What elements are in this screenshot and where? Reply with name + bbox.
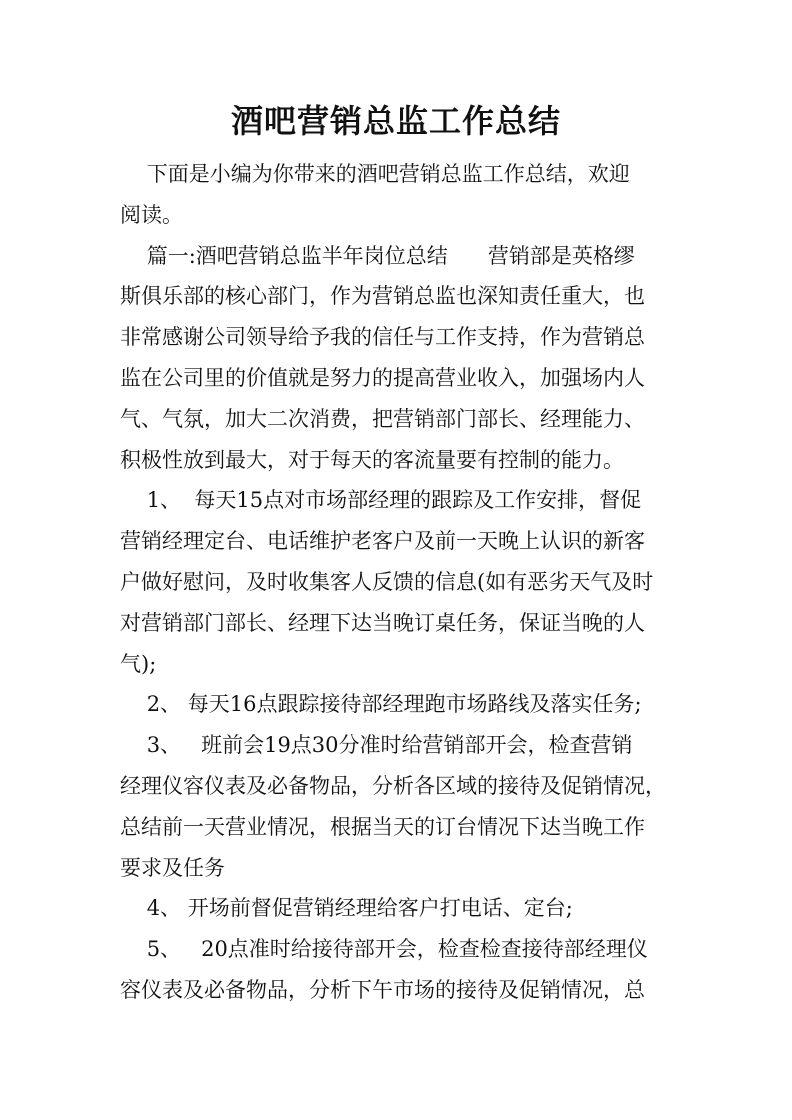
document-title: 酒吧营销总监工作总结 — [230, 102, 561, 140]
text-line: 斯俱乐部的核心部门，作为营销总监也深知责任重大，也 — [120, 284, 645, 309]
text-line: 下面是小编为你带来的酒吧营销总监工作总结，欢迎 — [120, 162, 630, 186]
text-line: 1、 每天15点对市场部经理的跟踪及工作安排，督促 — [120, 488, 642, 513]
text-line: 监在公司里的价值就是努力的提高营业收入，加强场内人 — [120, 365, 645, 390]
document-body — [120, 154, 680, 1011]
text-line: 3、 班前会19点30分准时给营销部开会，检查营销 — [120, 733, 633, 758]
text-line: 5、 20点准时给接待部开会，检查检查接待部经理仪 — [120, 937, 648, 962]
text-line: 总结前一天营业情况，根据当天的订台情况下达当晚工作 — [120, 814, 645, 839]
text-line: 篇一:酒吧营销总监半年岗位总结 营销部是英格缪 — [120, 243, 635, 268]
text-line: 积极性放到最大，对于每天的客流量要有控制的能力。 — [120, 447, 624, 472]
text-line: 要求及任务 — [120, 855, 225, 880]
text-line: 阅读。 — [120, 202, 183, 227]
text-line: 2、 每天16点跟踪接待部经理跑市场路线及落实任务; — [120, 692, 642, 717]
text-line: 非常感谢公司领导给予我的信任与工作支持，作为营销总 — [120, 325, 645, 350]
text-line: 对营销部门部长、经理下达当晚订桌任务，保证当晚的人 — [120, 610, 645, 635]
text-line: 气); — [120, 651, 157, 676]
text-line: 容仪表及必备物品，分析下午市场的接待及促销情况，总 — [120, 977, 645, 1002]
text-line: 户做好慰问，及时收集客人反馈的信息(如有恶劣天气及时 — [120, 569, 654, 594]
text-line: 营销经理定台、电话维护老客户及前一天晚上认识的新客 — [120, 529, 645, 554]
text-line: 4、 开场前督促营销经理给客户打电话、定台; — [120, 896, 573, 921]
text-line: 经理仪容仪表及必备物品，分析各区域的接待及促销情况， — [120, 773, 666, 798]
text-line: 气、气氛，加大二次消费，把营销部门部长、经理能力、 — [120, 406, 645, 431]
